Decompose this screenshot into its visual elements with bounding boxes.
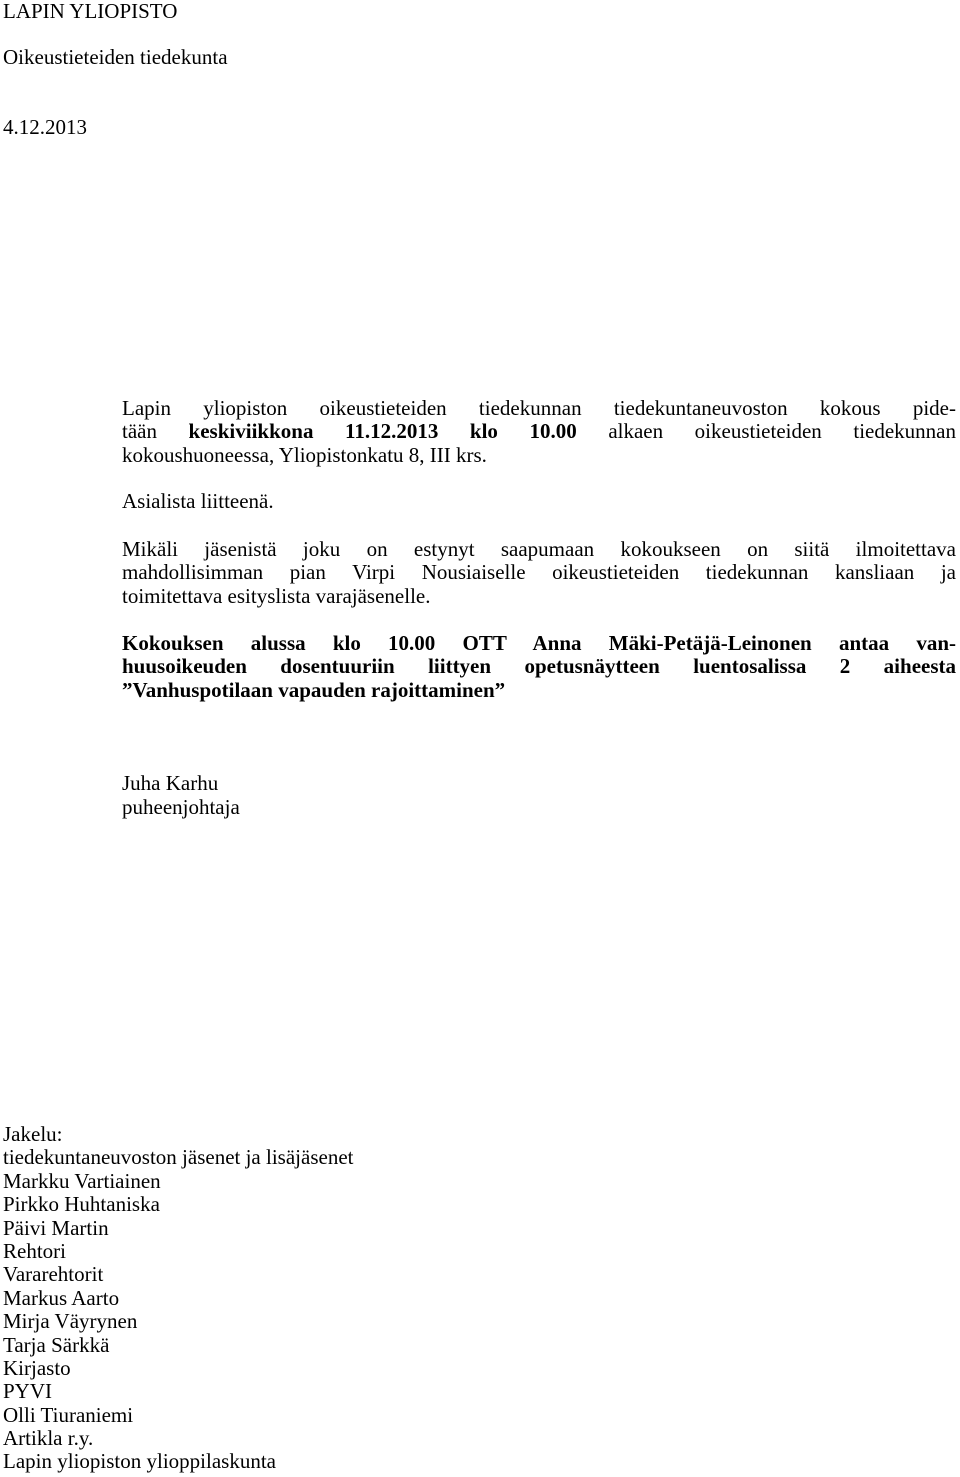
invitation-line-2-end: alkaen oikeustieteiden tiedekunnan <box>576 419 957 444</box>
list-item: Tarja Särkkä <box>3 1332 110 1357</box>
absence-paragraph <box>122 538 956 608</box>
list-item: Rehtori <box>3 1238 66 1263</box>
absence-line-1: Mikäli jäsenistä joku on estynyt saapumaan kokoukseen on siitä ilmoitettava <box>122 537 956 561</box>
list-item: Päivi Martin <box>3 1215 109 1240</box>
signatory-title: puheenjohtaja <box>122 795 240 819</box>
list-item: Mirja Väyrynen <box>3 1309 138 1334</box>
list-item: tiedekuntaneuvoston jäsenet ja lisäjäsenet <box>3 1145 354 1170</box>
list-item: Olli Tiuraniemi <box>3 1402 134 1427</box>
list-item: Markus Aarto <box>3 1285 120 1310</box>
list-item: Pirkko Huhtaniska <box>3 1192 160 1217</box>
list-item: Kirjasto <box>3 1355 71 1380</box>
lecture-line-1: Kokouksen alussa klo 10.00 OTT Anna Mäki-Petäjä-Leinonen antaa van- <box>122 631 956 655</box>
invitation-line-3: kokoushuoneessa, Yliopistonkatu 8, III krs. <box>122 442 487 467</box>
invitation-line-1: Lapin yliopiston oikeustieteiden tiedekunnan tiedekuntaneuvoston kokous pide- <box>122 396 956 420</box>
invitation-line-2 <box>122 420 956 443</box>
meeting-invitation-paragraph <box>122 397 956 467</box>
signatory-name: Juha Karhu <box>122 771 219 795</box>
invitation-line-2-start: tään <box>122 419 189 444</box>
lecture-line-3: ”Vanhuspotilaan vapauden rajoittaminen” <box>122 677 506 702</box>
faculty-name: Oikeustieteiden tiedekunta <box>3 45 228 69</box>
agenda-note: Asialista liitteenä. <box>122 489 274 513</box>
distribution-list <box>3 1123 353 1474</box>
university-name: LAPIN YLIOPISTO <box>3 0 178 23</box>
list-item: PYVI <box>3 1379 53 1404</box>
distribution-heading: Jakelu: <box>3 1122 63 1146</box>
list-item: Markku Vartiainen <box>3 1168 161 1193</box>
list-item: Lapin yliopiston ylioppilaskunta <box>3 1449 276 1474</box>
document-date: 4.12.2013 <box>3 115 87 139</box>
absence-line-3: toimitettava esityslista varajäsenelle. <box>122 583 431 608</box>
absence-line-2: mahdollisimman pian Virpi Nousiaiselle oikeustieteiden tiedekunnan kansliaan ja <box>122 560 956 585</box>
lecture-paragraph <box>122 632 956 702</box>
lecture-line-2: huusoikeuden dosentuuriin liittyen opetusnäytteen luentosalissa 2 aiheesta <box>122 654 956 679</box>
list-item: Artikla r.y. <box>3 1426 94 1451</box>
meeting-date-time: keskiviikkona 11.12.2013 klo 10.00 <box>188 419 577 444</box>
list-item: Vararehtorit <box>3 1262 104 1287</box>
